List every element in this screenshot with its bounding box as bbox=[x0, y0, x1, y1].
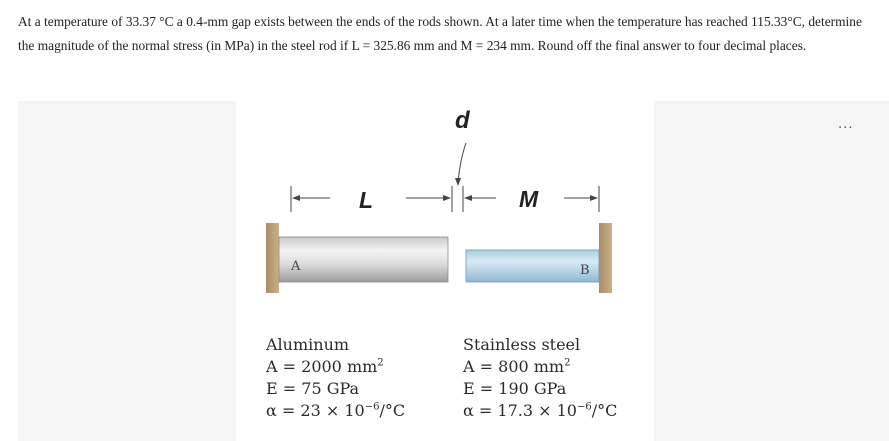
steel-properties bbox=[463, 334, 617, 422]
steel-modulus: E = 190 GPa bbox=[463, 379, 567, 398]
aluminum-modulus: E = 75 GPa bbox=[266, 379, 360, 398]
dimension-m-arrow-left bbox=[464, 195, 472, 201]
aluminum-area: A = 2000 $mm^2$ bbox=[266, 357, 384, 376]
problem-statement: At a temperature of 33.37 °C a 0.4-mm gap exists between the ends of the rods shown. At a later time when the temperature has reached 115.33°C, determine the magnitude of the normal stress (in MPa) in the steel rod if L = 325.86 mm and M = 234 mm. Round off the final answer to four decimal places. bbox=[18, 14, 862, 53]
more-options-icon[interactable]: ... bbox=[838, 115, 854, 132]
left-wall bbox=[266, 223, 279, 293]
end-label-a: A bbox=[291, 259, 301, 274]
dimension-l-arrow-right bbox=[443, 195, 451, 201]
length-label-l: L bbox=[359, 187, 374, 213]
aluminum-name: Aluminum bbox=[266, 335, 350, 354]
steel-alpha: $\alpha = 17.3 \times 10^{-6}/^\circ C$ bbox=[463, 401, 618, 420]
steel-name: Stainless steel bbox=[463, 335, 581, 354]
aluminum-properties bbox=[266, 334, 405, 422]
right-wall bbox=[599, 223, 612, 293]
length-label-m: M bbox=[519, 186, 539, 212]
gap-leader-arrow bbox=[455, 178, 461, 186]
gap-label-d: d bbox=[455, 107, 470, 134]
steel-area: A = 800 $mm^2$ bbox=[463, 357, 571, 376]
dimension-l-arrow-left bbox=[292, 195, 300, 201]
aluminum-alpha: $\alpha = 23 \times 10^{-6}/^\circ C$ bbox=[266, 401, 406, 420]
dimension-m-arrow-right bbox=[590, 195, 598, 201]
aluminum-rod bbox=[279, 237, 448, 282]
end-label-b: B bbox=[580, 263, 590, 278]
gap-leader-line bbox=[458, 143, 466, 183]
